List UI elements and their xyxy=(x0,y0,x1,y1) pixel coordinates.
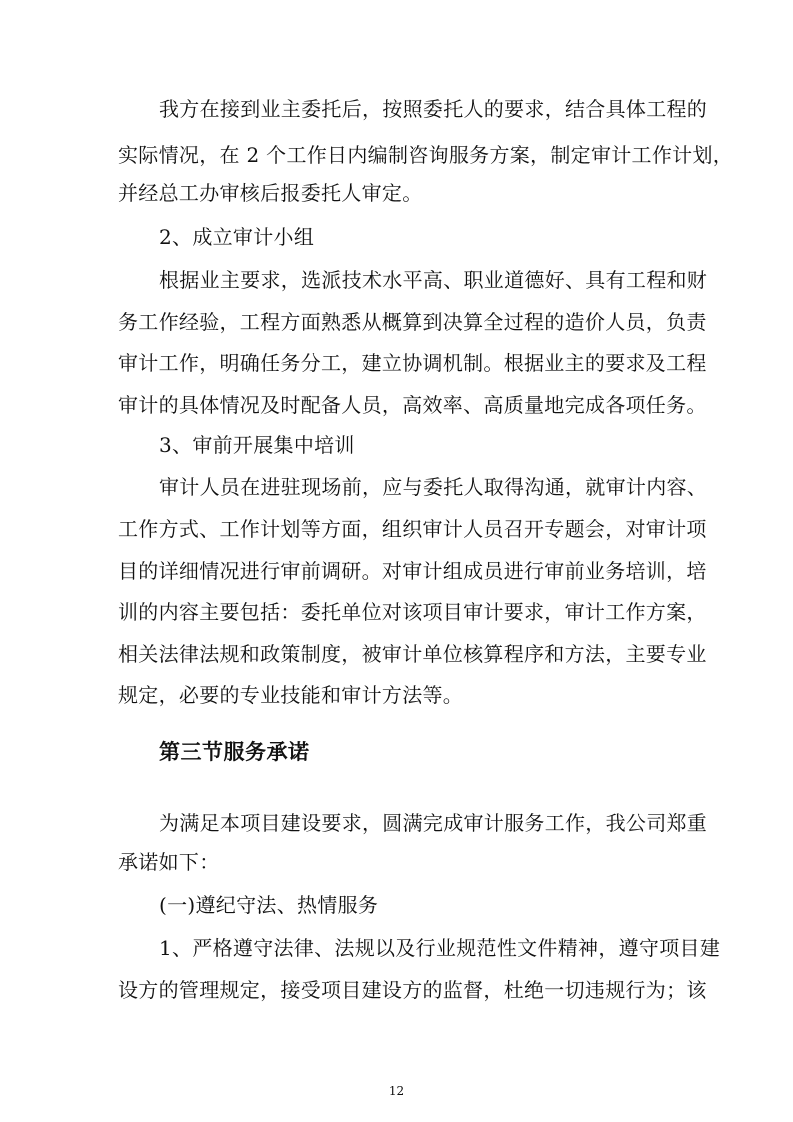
paragraph-line: 相关法律法规和政策制度，被审计单位核算程序和方法，主要专业 xyxy=(118,642,707,666)
paragraph-line: 根据业主要求，选派技术水平高、职业道德好、具有工程和财 xyxy=(159,268,708,292)
commitment-intro-line: 承诺如下： xyxy=(118,850,220,874)
list-item-heading: 2、成立审计小组 xyxy=(159,225,315,249)
paragraph-line: 实际情况，在 2 个工作日内编制咨询服务方案，制定审计工作计划， xyxy=(118,143,734,167)
paragraph-line: 训的内容主要包括：委托单位对该项目审计要求，审计工作方案， xyxy=(118,600,707,624)
paragraph-line: 目的详细情况进行审前调研。对审计组成员进行审前业务培训，培 xyxy=(118,559,707,583)
paragraph-line: 我方在接到业主委托后，按照委托人的要求，结合具体工程的 xyxy=(159,97,708,121)
commitment-subheading: (一)遵纪守法、热情服务 xyxy=(159,893,379,917)
commitment-item-line: 1、严格遵守法律、法规以及行业规范性文件精神，遵守项目建 xyxy=(159,936,721,960)
paragraph-line: 审计的具体情况及时配备人员，高效率、高质量地完成各项任务。 xyxy=(118,393,707,417)
paragraph-line: 规定，必要的专业技能和审计方法等。 xyxy=(118,683,464,707)
section-heading: 第三节服务承诺 xyxy=(159,740,310,764)
list-item-heading: 3、审前开展集中培训 xyxy=(159,433,355,457)
paragraph-line: 务工作经验，工程方面熟悉从概算到决算全过程的造价人员，负责 xyxy=(118,310,707,334)
paragraph-line: 工作方式、工作计划等方面，组织审计人员召开专题会，对审计项 xyxy=(118,517,707,541)
commitment-item-line: 设方的管理规定，接受项目建设方的监督，杜绝一切违规行为；该 xyxy=(118,978,707,1002)
paragraph-line: 并经总工办审核后报委托人审定。 xyxy=(118,181,423,205)
page-number: 12 xyxy=(388,1084,405,1098)
paragraph-line: 审计工作，明确任务分工，建立协调机制。根据业主的要求及工程 xyxy=(118,351,707,375)
commitment-intro-line: 为满足本项目建设要求，圆满完成审计服务工作，我公司郑重 xyxy=(159,811,708,835)
paragraph-line: 审计人员在进驻现场前，应与委托人取得沟通，就审计内容、 xyxy=(159,475,708,499)
